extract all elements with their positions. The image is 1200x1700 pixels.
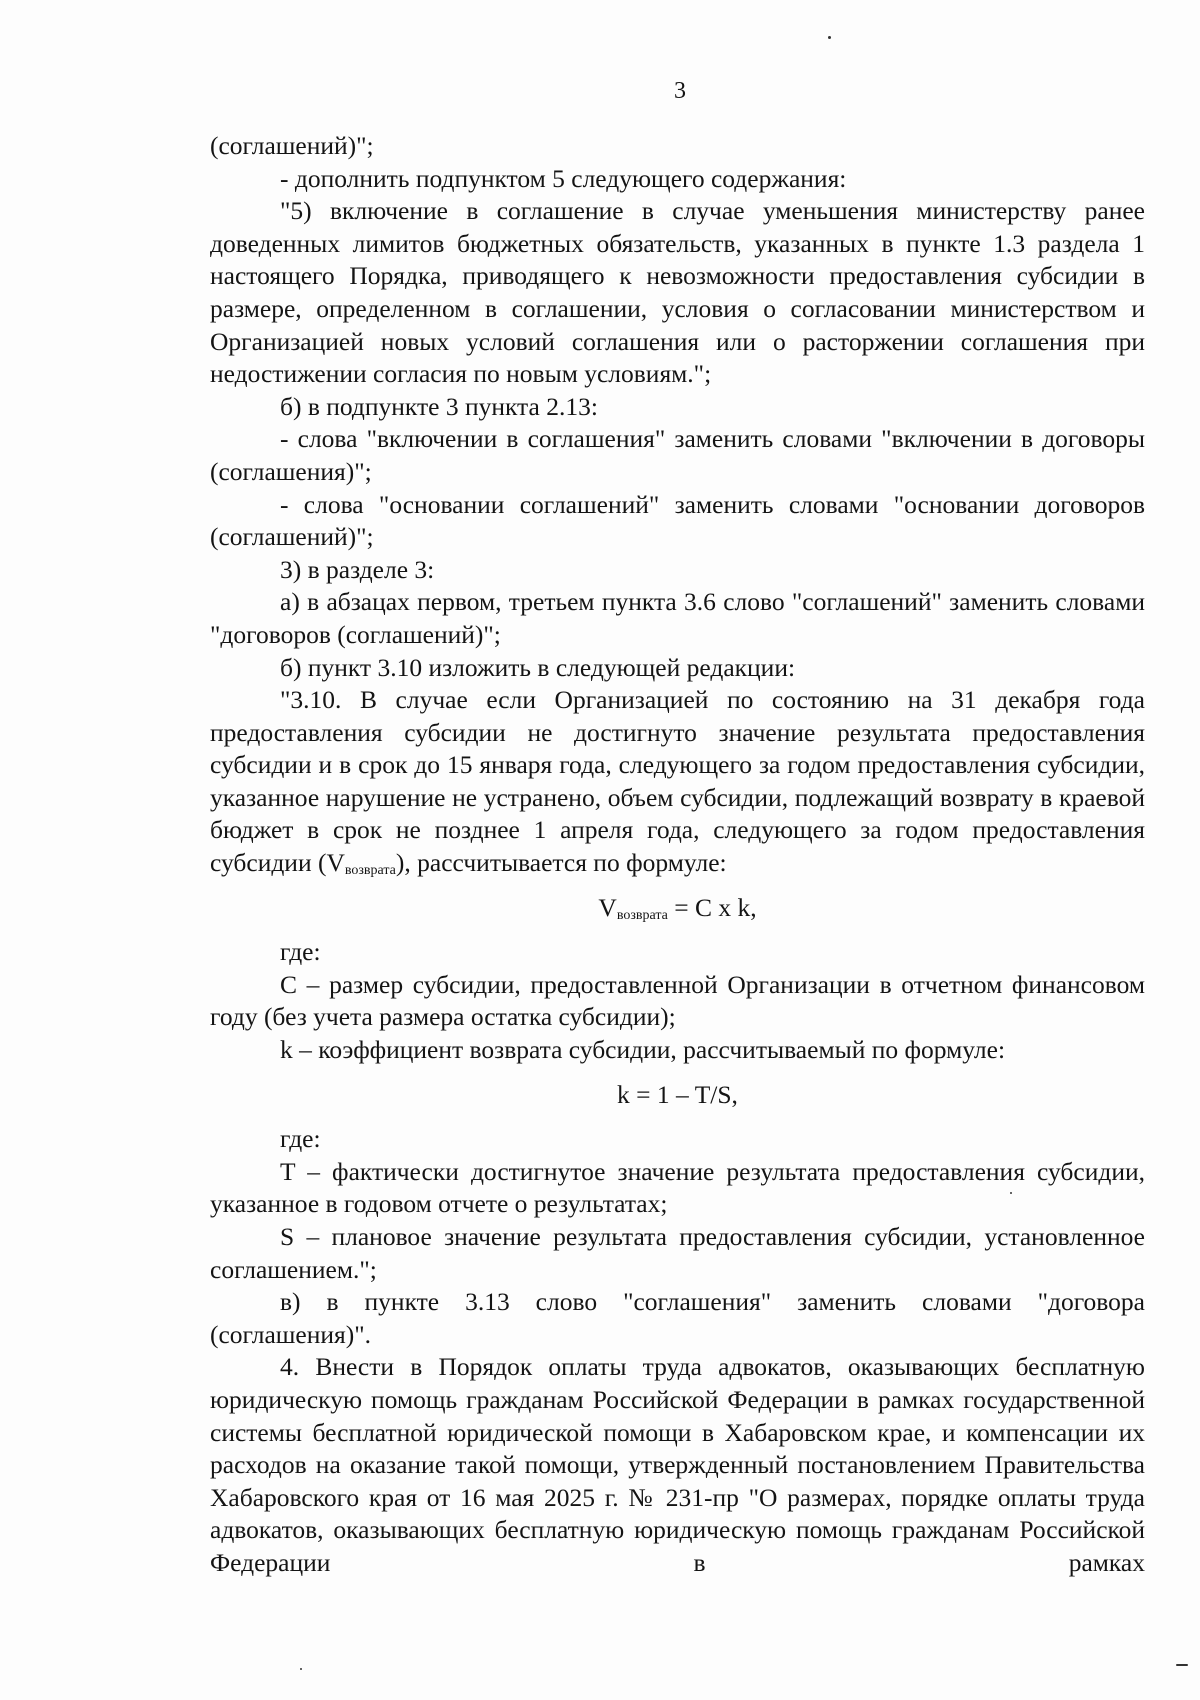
paragraph: - дополнить подпунктом 5 следующего содержания: (280, 163, 847, 193)
definition-t: T – фактически достигнутое значение результата предоставления субсидии, указанное в годовом отчете о результатах; (210, 1156, 1145, 1219)
definition-s: S – плановое значение результата предоставления субсидии, установленное соглашением."; (210, 1222, 1145, 1284)
formula-left: V (598, 892, 617, 922)
formula-right: = C x k, (667, 892, 757, 922)
paragraph: - слова "основании соглашений" заменить словами "основании договоров (соглашений)"; (210, 489, 1145, 552)
subscript: возврата (344, 863, 396, 879)
scan-speck (1176, 1664, 1188, 1666)
formula-k: k = 1 – T/S, (617, 1079, 738, 1109)
scan-speck (300, 1668, 302, 1670)
paragraph: - слова "включении в соглашения" заменить словами "включении в договоры (соглашения)"; (210, 424, 1145, 486)
where-label: где: (280, 937, 321, 967)
where-label: где: (280, 1124, 321, 1154)
page-number: 3 (674, 78, 686, 104)
paragraph: (соглашений)"; (210, 131, 374, 160)
definition-k: k – коэффициент возврата субсидии, рассчитываемый по формуле: (280, 1035, 1006, 1065)
formula-subscript: возврата (616, 907, 668, 923)
paragraph: а) в абзацах первом, третьем пункта 3.6 слово "соглашений" заменить словами "договоров (соглашений)"; (210, 587, 1145, 649)
paragraph-text: ), рассчитывается по формуле: (395, 848, 727, 878)
document-body (210, 130, 1145, 1580)
paragraph: б) пункт 3.10 изложить в следующей редакции: (280, 652, 796, 682)
paragraph: б) в подпункте 3 пункта 2.13: (280, 391, 598, 421)
definition-c: C – размер субсидии, предоставленной Организации в отчетном финансовом году (без учета размера остатка субсидии); (210, 969, 1145, 1032)
paragraph-3-10 (210, 684, 1145, 880)
paragraph: 3) в разделе 3: (280, 554, 435, 584)
formula-v-vozvrata (210, 892, 1145, 925)
paragraph: "5) включение в соглашение в случае уменьшения министерству ранее доведенных лимитов бюджетных обязательств, указанных в пункте 1.3 раздела 1 настоящего Порядка, приводящего к невозможности предоставления субсидии в размере, определенном в соглашении, условия о согласовании министерством и Организацией новых условий соглашения или о расторжении соглашения при недостижении согласия по новым условиям."; (210, 196, 1145, 389)
item-4: 4. Внести в Порядок оплаты труда адвокатов, оказывающих бесплатную юридическую помощь гражданам Российской Федерации в рамках государственной системы бесплатной юридической помощи в Хабаровском крае, и компенсации их расходов на оказание такой помощи, утвержденный постановлением Правительства Хабаровского края от 16 мая 2025 г. № 231-пр "О размерах, порядке оплаты труда адвокатов, оказывающих бесплатную юридическую помощь гражданам Российской Федерации в рамках (210, 1352, 1145, 1577)
item-v: в) в пункте 3.13 слово "соглашения" заменить словами "договора (соглашения)". (210, 1287, 1145, 1349)
scan-speck (828, 36, 831, 39)
paragraph-text: "3.10. В случае если Организацией по состоянию на 31 декабря года предоставления субсидии не достигнуто значение результата предоставления субсидии и в срок до 15 января года, следующего за годом предоставления субсидии, указанное нарушение не устранено, объем субсидии, подлежащий возврату в краевой бюджет в срок не позднее 1 апреля года, следующего за годом предоставления субсидии (V (210, 685, 1145, 878)
